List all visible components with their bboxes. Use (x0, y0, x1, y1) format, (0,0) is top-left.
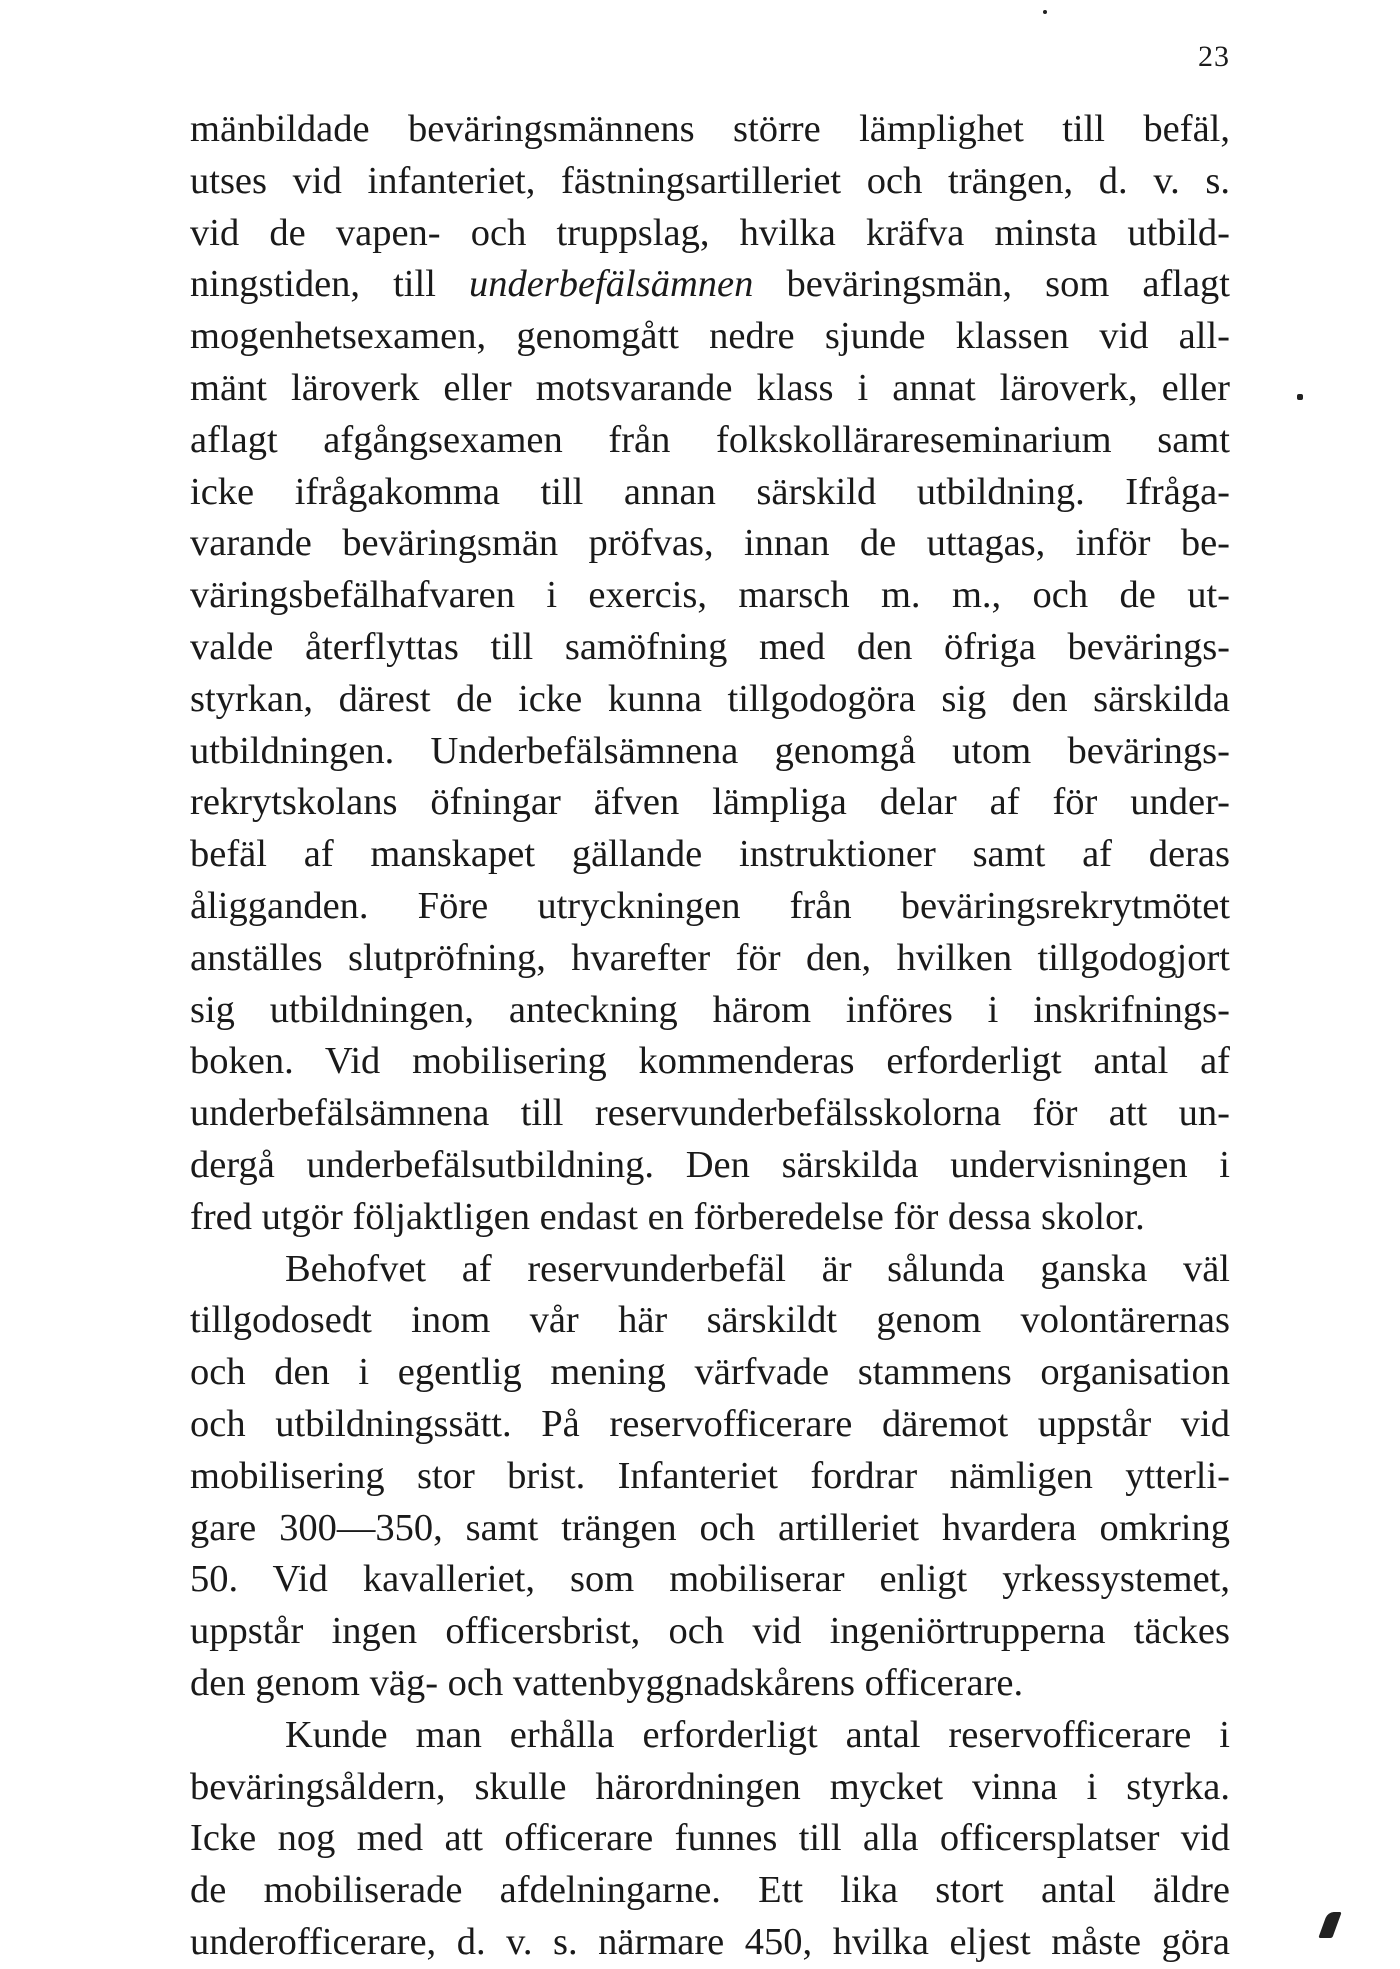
text-line (190, 156, 1230, 208)
line-text: underofficerare, d. v. s. närmare 450, hvilka eljest måste göra (190, 1920, 1230, 1963)
line-text: beväringsåldern, skulle härordningen mycket vinna i styrka. (190, 1765, 1230, 1808)
paragraph (190, 104, 1230, 1244)
line-text: mänt läroverk eller motsvarande klass i annat läroverk, eller (190, 366, 1230, 409)
text-line (190, 933, 1230, 985)
line-text: rekrytskolans öfningar äfven lämpliga delar af för under- (190, 781, 1230, 824)
line-text: fred utgör följaktligen endast en förberedelse för dessa skolor. (190, 1195, 1145, 1238)
text-line (190, 1865, 1230, 1917)
line-text: 50. Vid kavalleriet, som mobiliserar enligt yrkessystemet, (190, 1558, 1230, 1601)
italic-term: underbefälsämnen (468, 263, 754, 306)
text-line (190, 1036, 1230, 1088)
line-text: anställes slutpröfning, hvarefter för den, hvilken tillgodogjort (190, 936, 1230, 979)
text-line (190, 1140, 1230, 1192)
line-text: Icke nog med att officerare funnes till alla officersplatser vid (190, 1817, 1230, 1860)
scan-speck (1297, 394, 1303, 400)
body-text (190, 104, 1230, 1969)
line-text: utbildningen. Underbefälsämnena genomgå utom bevärings- (190, 729, 1230, 772)
line-text: icke ifrågakomma till annan särskild utbildning. Ifråga- (190, 470, 1230, 513)
line-text: och den i egentlig mening värfvade stammens organisation (190, 1351, 1230, 1394)
text-line (190, 1554, 1230, 1606)
page-number: 23 (1198, 40, 1230, 73)
line-text: boken. Vid mobilisering kommenderas erforderligt antal af (190, 1040, 1230, 1083)
text-line (190, 1347, 1230, 1399)
text-line (190, 1295, 1230, 1347)
line-text: ningstiden, till underbefälsämnen beväringsmän, som aflagt (190, 263, 1230, 306)
text-line (190, 415, 1230, 467)
scan-mark-corner (1318, 1912, 1341, 1938)
text-line (190, 674, 1230, 726)
text-line (190, 1503, 1230, 1555)
line-text: tillgodosedt inom vår här särskildt genom volontärernas (190, 1299, 1230, 1342)
text-line (190, 1192, 1230, 1244)
line-text: dergå underbefälsutbildning. Den särskilda undervisningen i (190, 1143, 1230, 1186)
text-line (190, 622, 1230, 674)
text-line (190, 1088, 1230, 1140)
text-line (190, 985, 1230, 1037)
text-line (190, 518, 1230, 570)
text-line (190, 570, 1230, 622)
text-line (190, 208, 1230, 260)
text-line (190, 1606, 1230, 1658)
text-line (190, 1813, 1230, 1865)
text-line (190, 726, 1230, 778)
text-line (190, 1710, 1230, 1762)
line-text: aflagt afgångsexamen från folkskollärareseminarium samt (190, 418, 1230, 461)
line-text: underbefälsämnena till reservunderbefälsskolorna för att un- (190, 1092, 1230, 1135)
line-text: gare 300—350, samt trängen och artilleriet hvardera omkring (190, 1506, 1230, 1549)
line-text: varande beväringsmän pröfvas, innan de uttagas, inför be- (190, 522, 1230, 565)
line-text: styrkan, därest de icke kunna tillgodogöra sig den särskilda (190, 677, 1230, 720)
line-text: mänbildade beväringsmännens större lämplighet till befäl, (190, 108, 1230, 150)
line-text: sig utbildningen, anteckning härom införes i inskrifnings- (190, 988, 1230, 1031)
text-line (190, 259, 1230, 311)
scan-speck (1043, 10, 1047, 14)
text-line (190, 311, 1230, 363)
line-text: och utbildningssätt. På reservofficerare däremot uppstår vid (190, 1402, 1230, 1445)
text-line (190, 104, 1230, 156)
text-line (190, 777, 1230, 829)
line-text: den genom väg- och vattenbyggnadskårens officerare. (190, 1661, 1024, 1704)
line-text: utses vid infanteriet, fästningsartilleriet och trängen, d. v. s. (190, 159, 1230, 202)
line-text: mobilisering stor brist. Infanteriet fordrar nämligen ytterli- (190, 1454, 1230, 1497)
text-line (190, 1762, 1230, 1814)
line-text: Behofvet af reservunderbefäl är sålunda ganska väl (285, 1247, 1230, 1290)
text-line (190, 1917, 1230, 1969)
line-text: åligganden. Före utryckningen från beväringsrekrytmötet (190, 884, 1230, 927)
text-line (190, 1399, 1230, 1451)
line-text: mogenhetsexamen, genomgått nedre sjunde klassen vid all- (190, 315, 1230, 358)
text-line (190, 363, 1230, 415)
text-line (190, 467, 1230, 519)
text-line (190, 1451, 1230, 1503)
line-text: valde återflyttas till samöfning med den öfriga bevärings- (190, 625, 1230, 668)
text-line (190, 1658, 1230, 1710)
paragraph (190, 1244, 1230, 1710)
line-text: uppstår ingen officersbrist, och vid ingeniörtrupperna täckes (190, 1610, 1230, 1653)
line-text: befäl af manskapet gällande instruktioner samt af deras (190, 833, 1230, 876)
line-text: de mobiliserade afdelningarne. Ett lika stort antal äldre (190, 1869, 1230, 1912)
line-text: Kunde man erhålla erforderligt antal reservofficerare i (285, 1713, 1230, 1756)
line-text: vid de vapen- och truppslag, hvilka kräfva minsta utbild- (190, 211, 1230, 254)
line-text: väringsbefälhafvaren i exercis, marsch m. m., och de ut- (190, 574, 1230, 617)
text-line (190, 1244, 1230, 1296)
text-line (190, 829, 1230, 881)
paragraph (190, 1710, 1230, 1969)
text-line (190, 881, 1230, 933)
